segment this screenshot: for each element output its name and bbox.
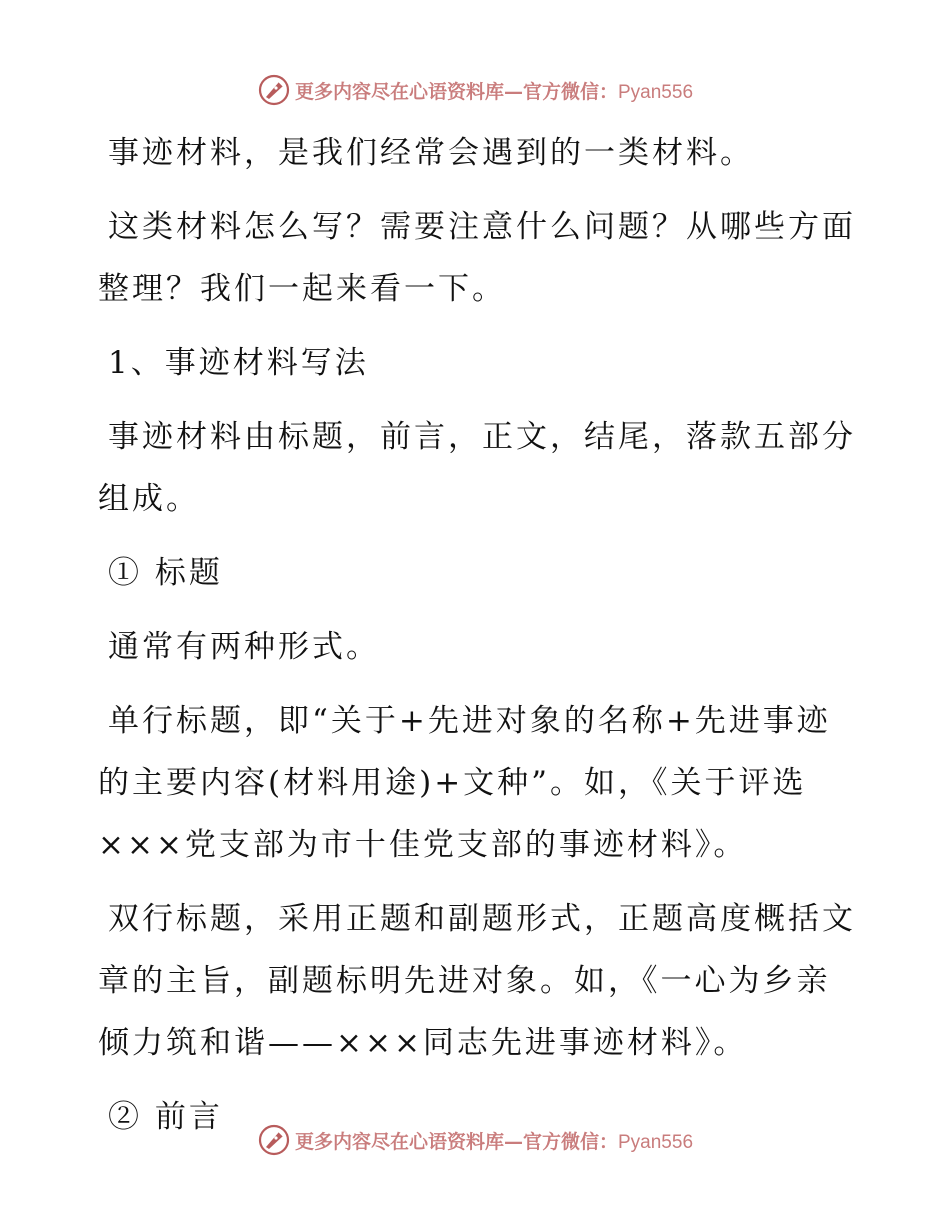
document-body: [98, 122, 858, 1160]
watermark-text: 更多内容尽在心语资料库—官方微信：Pyan556: [294, 80, 694, 103]
header-watermark: [0, 70, 950, 110]
pen-nib-logo-icon: [257, 73, 291, 107]
paragraph-double-title: 双行标题，采用正题和副题形式，正题高度概括文章的主旨，副题标明先进对象。如，《一心为乡亲倾力筑和谐——×××同志先进事迹材料》。: [98, 901, 856, 1061]
paragraph-two-forms: 通常有两种形式。: [108, 629, 380, 665]
paragraph-single-title: 单行标题，即“关于+先进对象的名称+先进事迹的主要内容(材料用途)+文种”。如，《关于评选×××党支部为市十佳党支部的事迹材料》。: [98, 703, 831, 863]
subheading-preface: ② 前言: [108, 1099, 223, 1135]
subheading-title: ① 标题: [108, 555, 223, 591]
paragraph-questions: 这类材料怎么写？需要注意什么问题？从哪些方面整理？我们一起来看一下。: [98, 209, 856, 307]
paragraph-intro: 事迹材料，是我们经常会遇到的一类材料。: [108, 135, 754, 171]
pen-nib-logo-icon: [257, 1123, 291, 1157]
section-heading-1: 1、事迹材料写法: [108, 345, 369, 381]
footer-watermark: [0, 1120, 950, 1160]
paragraph-structure: 事迹材料由标题，前言，正文，结尾，落款五部分组成。: [98, 419, 856, 517]
watermark-text: 更多内容尽在心语资料库—官方微信：Pyan556: [294, 1130, 694, 1153]
